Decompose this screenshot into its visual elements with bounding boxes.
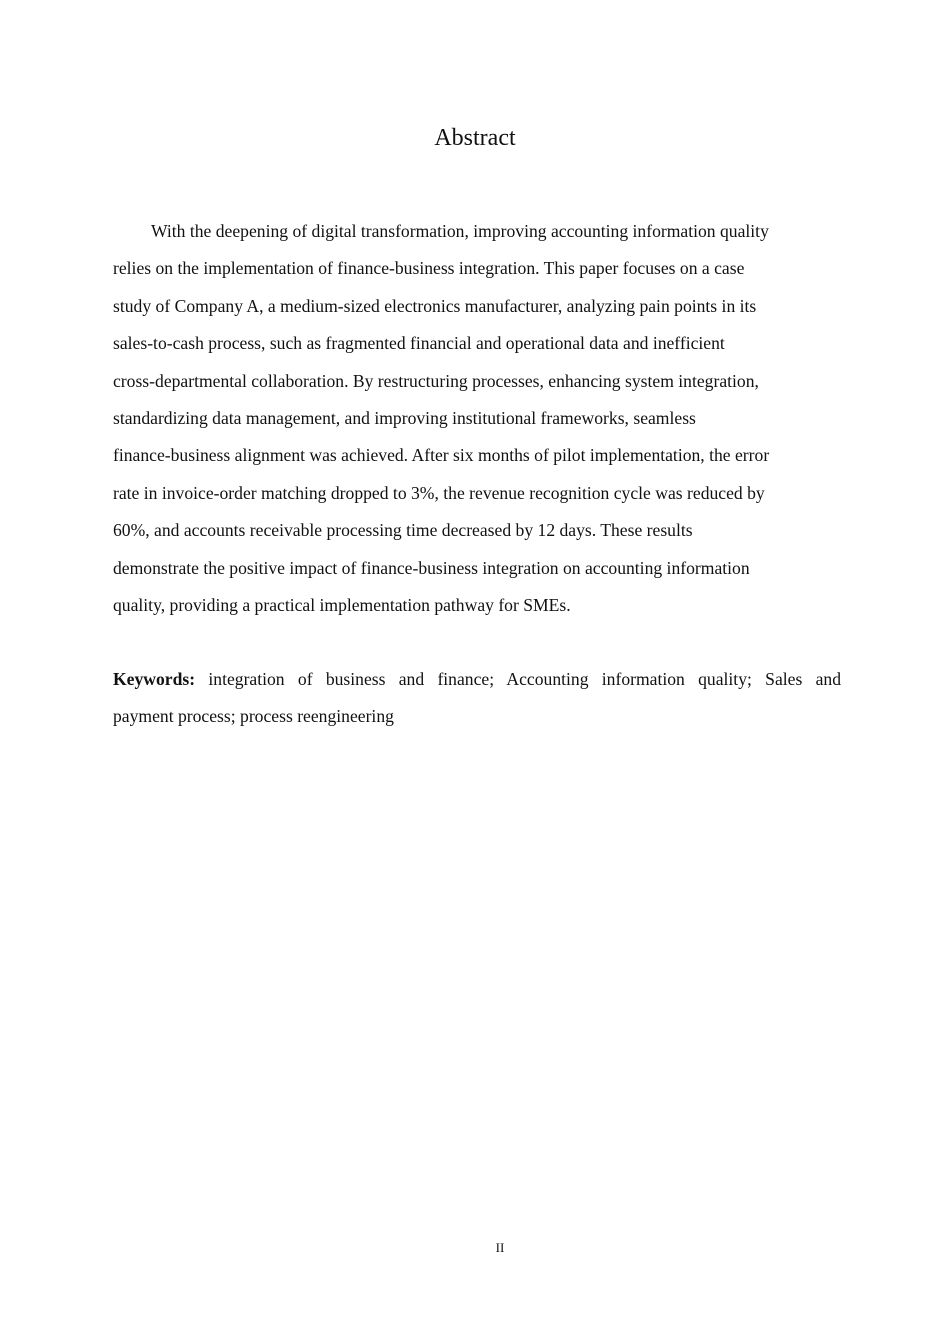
abstract-line: rate in invoice-order matching dropped to 3%, the revenue recognition cycle was reduced by <box>113 482 765 503</box>
abstract-line: sales-to-cash process, such as fragmented financial and operational data and inefficient <box>113 333 725 354</box>
abstract-line: relies on the implementation of finance-business integration. This paper focuses on a case <box>113 258 745 279</box>
abstract-line: standardizing data management, and improving institutional frameworks, seamless <box>113 407 696 428</box>
abstract-line: quality, providing a practical implementation pathway for SMEs. <box>113 594 571 615</box>
abstract-line: cross-departmental collaboration. By restructuring processes, enhancing system integration, <box>113 370 759 391</box>
keywords-line <box>113 661 841 698</box>
abstract-line: study of Company A, a medium-sized electronics manufacturer, analyzing pain points in its <box>113 295 757 316</box>
keywords-text: integration of business and finance; Accounting information quality; Sales and <box>208 669 841 689</box>
abstract-title: Abstract <box>434 125 516 151</box>
abstract-line: finance-business alignment was achieved. After six months of pilot implementation, the error <box>113 445 770 466</box>
abstract-line: 60%, and accounts receivable processing time decreased by 12 days. These results <box>113 520 693 541</box>
keywords-section <box>113 661 841 736</box>
abstract-line: With the deepening of digital transformation, improving accounting information quality <box>151 221 769 241</box>
keywords-label: Keywords: <box>113 669 196 689</box>
abstract-line: demonstrate the positive impact of finance-business integration on accounting information <box>113 557 750 578</box>
page-number: II <box>495 1240 505 1255</box>
abstract-body <box>113 213 840 624</box>
keywords-text-continued: payment process; process reengineering <box>113 706 394 727</box>
